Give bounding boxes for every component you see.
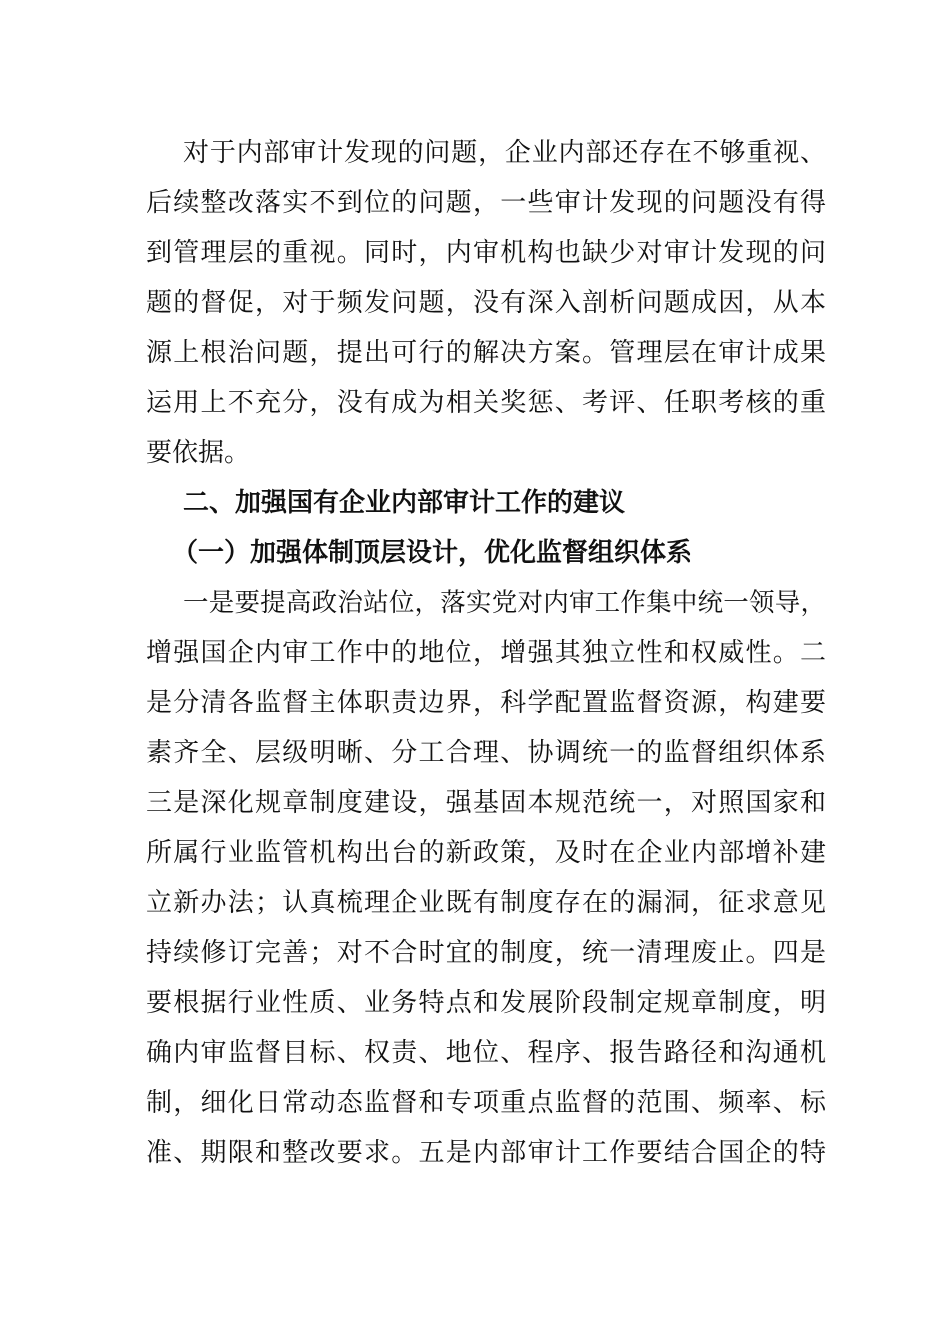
paragraph-1-line-4: 题的督促，对于频发问题，没有深入剖析问题成因，从本 — [146, 288, 826, 318]
subsection-heading: （一）加强体制顶层设计，优化监督组织体系 — [172, 538, 693, 568]
paragraph-1-line-5: 源上根治问题，提出可行的解决方案。管理层在审计成果 — [146, 338, 826, 368]
paragraph-1-line-7: 要依据。 — [146, 438, 251, 468]
paragraph-1-line-2: 后续整改落实不到位的问题，一些审计发现的问题没有得 — [146, 188, 826, 218]
paragraph-2-line-11: 制，细化日常动态监督和专项重点监督的范围、频率、标 — [146, 1088, 826, 1118]
paragraph-2-line-12: 准、期限和整改要求。五是内部审计工作要结合国企的特 — [146, 1138, 826, 1168]
section-heading: 二、加强国有企业内部审计工作的建议 — [183, 488, 626, 518]
paragraph-2-line-3: 是分清各监督主体职责边界，科学配置监督资源，构建要 — [146, 688, 826, 718]
paragraph-2-line-8: 持续修订完善；对不合时宜的制度，统一清理废止。四是 — [146, 938, 826, 968]
paragraph-2-line-7: 立新办法；认真梳理企业既有制度存在的漏洞，征求意见 — [146, 888, 826, 918]
paragraph-2-line-9: 要根据行业性质、业务特点和发展阶段制定规章制度，明 — [146, 988, 826, 1018]
paragraph-1-line-3: 到管理层的重视。同时，内审机构也缺少对审计发现的问 — [146, 238, 826, 268]
paragraph-1-line-6: 运用上不充分，没有成为相关奖惩、考评、任职考核的重 — [146, 388, 826, 418]
paragraph-2-line-10: 确内审监督目标、权责、地位、程序、报告路径和沟通机 — [146, 1038, 826, 1068]
paragraph-1-line-1: 对于内部审计发现的问题，企业内部还存在不够重视、 — [183, 138, 826, 168]
paragraph-2-line-6: 所属行业监管机构出台的新政策，及时在企业内部增补建 — [146, 838, 826, 868]
paragraph-2-line-5: 三是深化规章制度建设，强基固本规范统一，对照国家和 — [146, 788, 826, 818]
paragraph-2-line-4: 素齐全、层级明晰、分工合理、协调统一的监督组织体系 — [146, 738, 826, 768]
paragraph-2-line-2: 增强国企内审工作中的地位，增强其独立性和权威性。二 — [146, 638, 826, 668]
paragraph-2-line-1: 一是要提高政治站位，落实党对内审工作集中统一领导， — [183, 588, 826, 618]
